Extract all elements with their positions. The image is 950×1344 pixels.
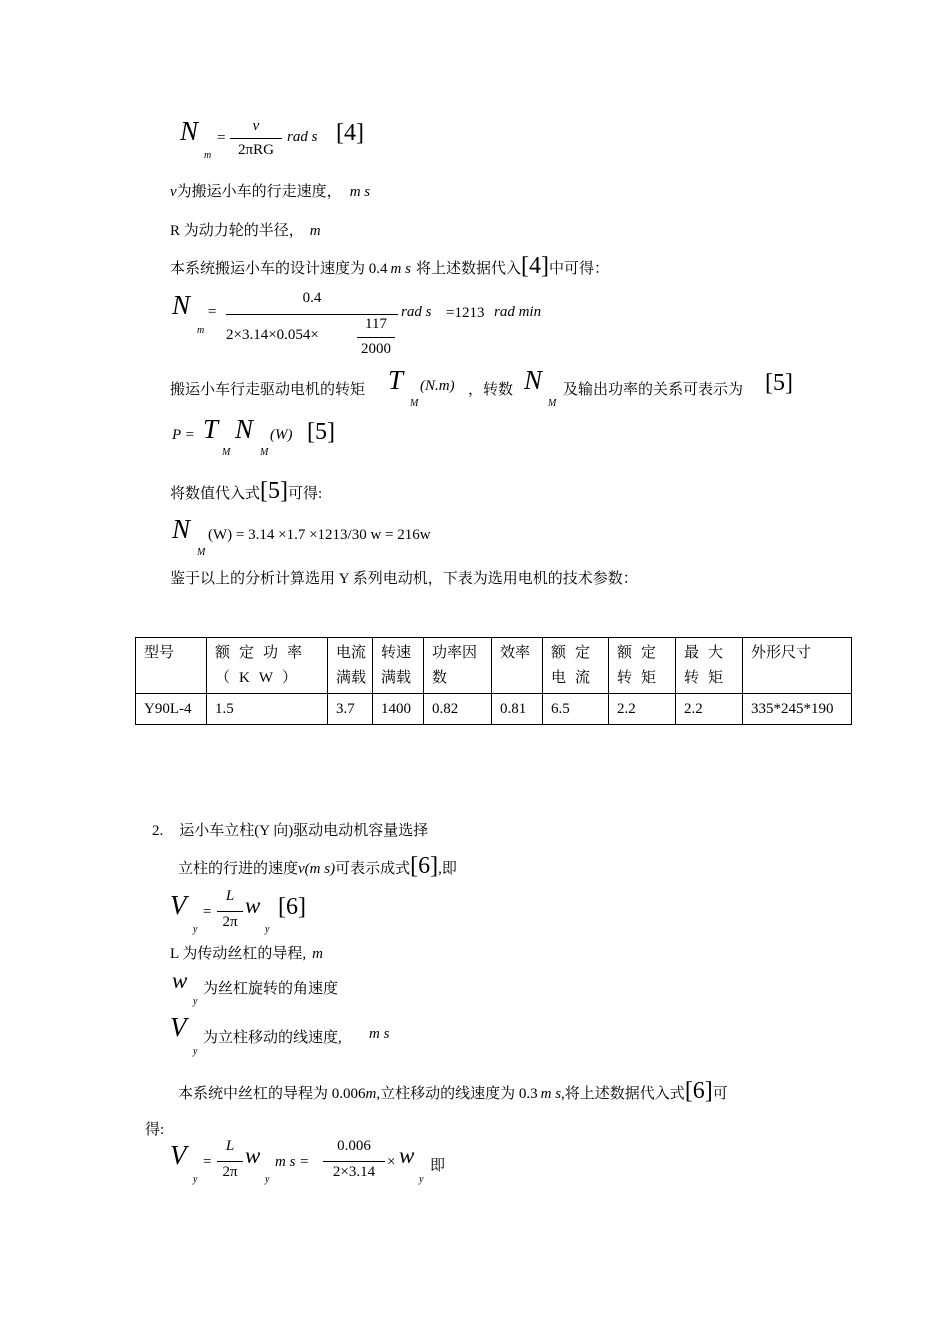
eq5-w-sub: y xyxy=(265,924,270,935)
line-lead-post: ,将上述数据代入式 xyxy=(561,1086,685,1102)
line-sub5-post: 可得: xyxy=(288,486,323,502)
eq2-result-unit: rad min xyxy=(494,304,542,320)
eq4-n: N xyxy=(172,514,191,544)
eq3-unit: (W) xyxy=(270,427,293,443)
eq3-lhs: P = xyxy=(172,427,195,443)
eq1-denominator: 2πRG xyxy=(238,142,274,158)
eq2-lhs: N xyxy=(172,290,191,320)
eq5-lhs: V xyxy=(170,890,187,920)
line-col-v: v(m s) xyxy=(298,861,336,877)
line-w-sym: w xyxy=(172,968,188,993)
eq2-result: =1213 xyxy=(446,305,485,321)
table-cell: 2.2 xyxy=(609,694,676,725)
table-cell: 1400 xyxy=(373,694,424,725)
eq1-lhs: N xyxy=(180,116,199,146)
line-lead-pre: 本系统中丝杠的导程为 0.006 xyxy=(178,1086,366,1102)
line-l-text: L 为传动丝杠的导程, xyxy=(170,946,307,962)
line-r-unit: m xyxy=(309,223,321,239)
line-lead-values xyxy=(178,1078,728,1105)
line-select-motor: 鉴于以上的分析计算选用 Y 系列电动机，下表为选用电机的技术参数： xyxy=(170,571,638,587)
eq5-equals: = xyxy=(203,904,212,920)
line-lead-u1: m xyxy=(365,1086,377,1102)
line-v-text: 为搬运小车的行走速度， xyxy=(176,184,342,200)
table-header-cell: 效率 xyxy=(492,638,543,694)
line-torque-mid: ，转数 xyxy=(468,382,514,398)
table-header-cell: 额定功率（KW） xyxy=(207,638,328,694)
table-cell: 3.7 xyxy=(328,694,373,725)
table-header-cell: 型号 xyxy=(136,638,207,694)
eq2-equals: = xyxy=(208,304,217,320)
eq2-unit: rad s xyxy=(401,304,432,320)
eq6-lhs-sub: y xyxy=(193,1174,198,1185)
table-cell: 0.82 xyxy=(424,694,492,725)
line-design-post: 中可得： xyxy=(548,261,609,277)
line-design-pre: 本系统搬运小车的设计速度为 0.4 xyxy=(170,261,388,277)
line-v-sym: v xyxy=(170,184,177,200)
line-vy-sym: V xyxy=(170,1012,187,1042)
line-column-speed xyxy=(178,853,457,880)
eq6-w-sub: y xyxy=(265,1174,270,1185)
table-header-cell: 最大转矩 xyxy=(676,638,743,694)
line-torque-t-sub: M xyxy=(410,398,419,409)
eq2-numerator: 0.4 xyxy=(302,290,322,306)
line-w-text: 为丝杠旋转的角速度 xyxy=(203,981,339,997)
eq5-numerator: L xyxy=(225,888,235,904)
eq6-w: w xyxy=(245,1143,261,1168)
eq6-denominator: 2π xyxy=(222,1164,238,1180)
table-cell: Y90L-4 xyxy=(136,694,207,725)
eq2-lhs-sub: m xyxy=(197,325,205,336)
eq3-t-sub: M xyxy=(222,447,231,458)
eq6-post: 即 xyxy=(430,1158,446,1174)
line-lead-mid: ,立柱移动的线速度为 0.3 xyxy=(376,1086,538,1102)
eq6-equals: = xyxy=(203,1154,212,1170)
line-vy-unit: m s xyxy=(369,1026,390,1042)
table-cell: 6.5 xyxy=(543,694,609,725)
line-torque-ref: [5] xyxy=(765,370,793,396)
table-header-cell: 额定电流 xyxy=(543,638,609,694)
eq6-lhs: V xyxy=(170,1140,187,1170)
line-lead-u2: m s xyxy=(540,1086,562,1102)
eq4-expr: (W) = 3.14 ×1.7 ×1213/30 w = 216w xyxy=(208,527,431,543)
table-header-cell: 功率因数 xyxy=(424,638,492,694)
table-header-cell: 电流满载 xyxy=(328,638,373,694)
eq6-w2-sub: y xyxy=(419,1174,424,1185)
line-torque-pre: 搬运小车行走驱动电机的转矩 xyxy=(170,382,366,398)
line-col-pre: 立柱的行进的速度 xyxy=(178,861,299,877)
table-header-cell: 外形尺寸 xyxy=(743,638,852,694)
line-v-definition xyxy=(170,180,370,201)
line-l-unit: m xyxy=(312,946,323,962)
eq1-numerator: v xyxy=(252,118,260,134)
line-lead-end: 可 xyxy=(712,1086,728,1102)
eq3-n: N xyxy=(235,414,254,444)
table-cell: 0.81 xyxy=(492,694,543,725)
eq4-n-sub: M xyxy=(197,547,206,558)
line-de: 得: xyxy=(145,1122,165,1138)
table-cell: 1.5 xyxy=(207,694,328,725)
eq5-ref: [6] xyxy=(278,894,306,920)
eq2-inner-den: 2000 xyxy=(361,341,391,357)
line-vy-text: 为立柱移动的线速度, xyxy=(203,1030,342,1046)
line-torque-n: N xyxy=(524,365,543,395)
eq6-unit: m s = xyxy=(275,1154,310,1170)
line-torque-t: T xyxy=(388,365,404,395)
table-header-cell: 转速满载 xyxy=(373,638,424,694)
line-w-sub: y xyxy=(193,996,198,1007)
eq2-denominator: 2×3.14×0.054× xyxy=(226,327,319,343)
line-v-unit: m s xyxy=(349,184,371,200)
eq3-ref: [5] xyxy=(307,419,335,445)
line-col-post: ,即 xyxy=(438,861,457,877)
eq1-unit: rad s xyxy=(287,129,318,145)
eq5-denominator: 2π xyxy=(222,914,238,930)
line-torque-n-sub: M xyxy=(548,398,557,409)
line-lead-definition xyxy=(170,942,323,963)
line-col-ref: [6] xyxy=(410,853,439,879)
table-cell: 335*245*190 xyxy=(743,694,852,725)
eq1-equals: = xyxy=(217,130,226,146)
eq3-t: T xyxy=(203,414,219,444)
table-header-row xyxy=(136,638,852,694)
eq3-n-sub: M xyxy=(260,447,269,458)
eq6-w2: w xyxy=(399,1143,415,1168)
line-torque-post: 及输出功率的关系可表示为 xyxy=(563,382,744,398)
line-substitute-5 xyxy=(170,478,322,505)
table-cell: 2.2 xyxy=(676,694,743,725)
eq1-lhs-sub: m xyxy=(204,150,212,161)
line-lead-ref: [6] xyxy=(684,1078,713,1104)
table-header-cell: 额定转矩 xyxy=(609,638,676,694)
eq6-denominator2: 2×3.14 xyxy=(332,1164,376,1180)
eq1-ref: [4] xyxy=(336,120,364,146)
line-design-mid: 将上述数据代入 xyxy=(415,261,521,277)
line-r-definition xyxy=(170,219,321,240)
eq5-w: w xyxy=(245,893,261,918)
line-col-mid: 可表示成式 xyxy=(335,861,411,877)
eq5-lhs-sub: y xyxy=(193,924,198,935)
eq6-numerator2: 0.006 xyxy=(337,1138,371,1154)
line-design-speed xyxy=(170,253,609,280)
line-design-ref: [4] xyxy=(520,253,549,279)
line-torque-unit: (N.m) xyxy=(420,378,455,394)
motor-spec-table xyxy=(135,637,852,725)
line-sub5-ref: [5] xyxy=(260,478,288,504)
line-sub5-pre: 将数值代入式 xyxy=(170,486,261,502)
table-row xyxy=(136,694,852,725)
section-2-heading xyxy=(152,819,428,840)
line-r-text: R 为动力轮的半径， xyxy=(170,223,304,239)
section-2-title: 运小车立柱(Y 向)驱动电动机容量选择 xyxy=(179,823,429,839)
section-2-number: 2. xyxy=(152,823,164,839)
eq6-numerator: L xyxy=(225,1138,235,1154)
line-vy-sub: y xyxy=(193,1046,198,1057)
line-design-unit: m s xyxy=(390,261,411,277)
eq6-times: × xyxy=(387,1154,396,1170)
eq2-inner-num: 117 xyxy=(365,316,387,332)
